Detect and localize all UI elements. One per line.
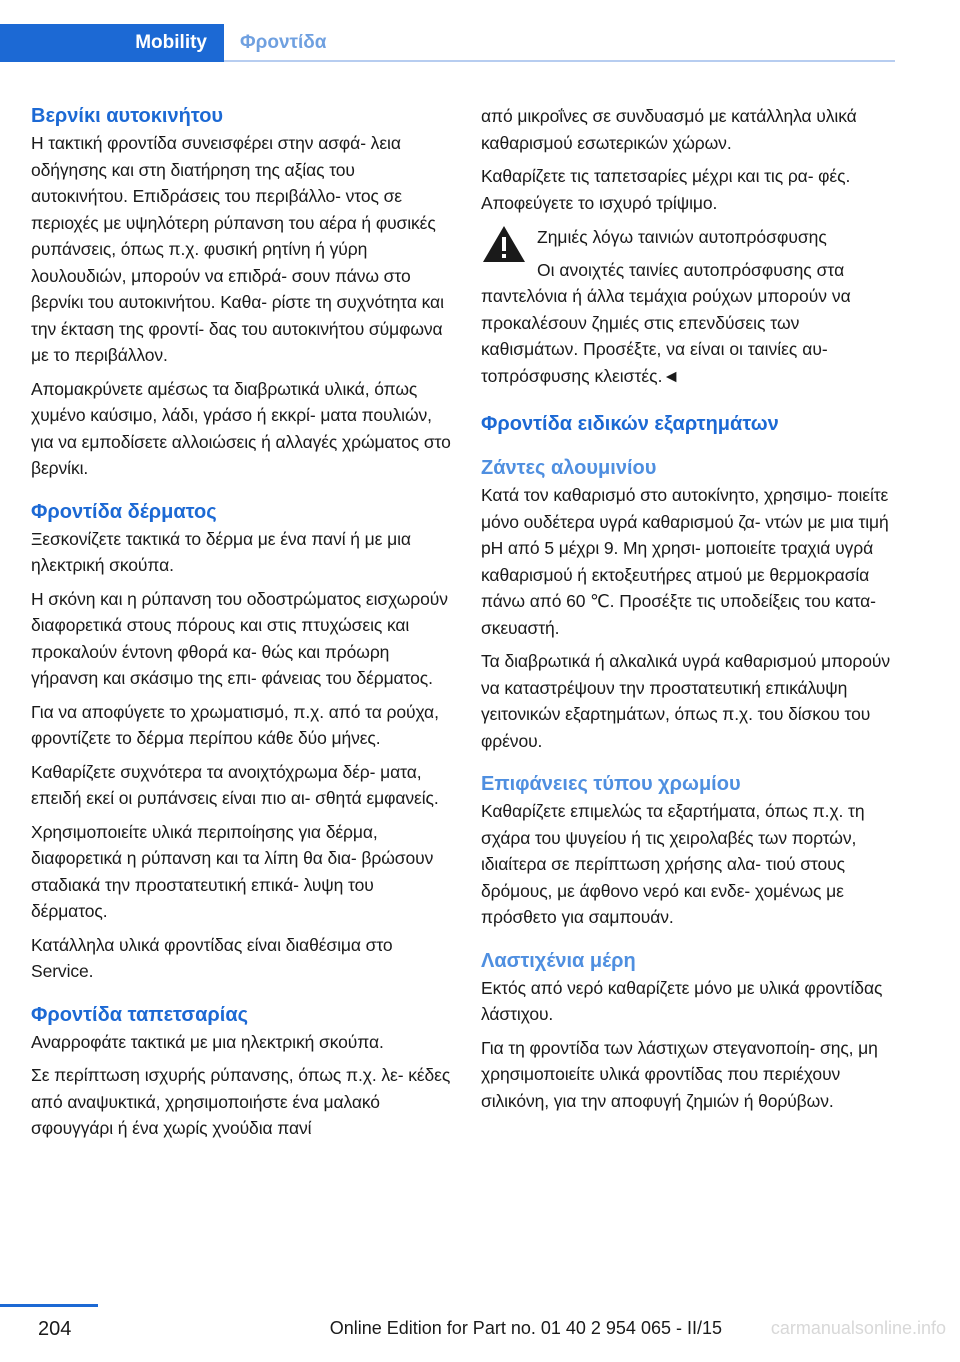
paragraph: Κατά τον καθαρισμό στο αυτοκίνητο, χρησιμο- ποιείτε μόνο ουδέτερα υγρά καθαρισμού ζα- ντών με μια τιμή pH από 5 μέχρι 9. Μη χρησι- μοποιείτε τραχιά υγρά καθαρισμού ή εκτοξευτήρες ατμού με θερμοκρασία πάνω από 60 ℃. Προσέξτε τις υποδείξεις του κατα- σκευαστή. (481, 485, 889, 638)
paragraph: Η σκόνη και η ρύπανση του οδοστρώματος εισχωρούν διαφορετικά στους πόρους και στις πτυχώσεις και προκαλούν έντονη φθορά κα- θώς και πρόωρη γήρανση και σκάσιμο της επι- φάνειας του δέρματος. (31, 588, 448, 688)
paragraph: Ξεσκονίζετε τακτικά το δέρμα με ένα πανί ή με μια ηλεκτρική σκούπα. (31, 528, 411, 575)
warning-text: παντελόνια ή άλλα τεμάχια ρούχων μπορούν να προκαλέσουν ζημιές στις επενδύσεις των καθισμάτων. Προσέξτε, να είναι οι ταινίες αυ- τοπρόσφυσης κλειστές.◄ (481, 286, 851, 386)
watermark: carmanualsonline.info (770, 1318, 946, 1338)
warning-text-first-line: Οι ανοιχτές ταινίες αυτοπρόσφυσης στα (537, 259, 845, 280)
footer-accent-bar (0, 1304, 98, 1307)
subheading-rubber: Λαστιχένια μέρη (481, 949, 636, 972)
tab-mobility[interactable] (0, 24, 224, 62)
paragraph: από μικροΐνες σε συνδυασμό με κατάλληλα υλικά καθαρισμού εσωτερικών χώρων. (481, 106, 857, 153)
left-column (31, 103, 451, 1149)
paragraph: Για τη φροντίδα των λάστιχων στεγανοποίη- σης, μη χρησιμοποιείτε υλικά φροντίδας που περιέχουν σιλικόνη, για την αποφυγή ζημιών ή θορύβων. (481, 1037, 878, 1111)
subheading-rims: Ζάντες αλουμινίου (481, 457, 657, 479)
heading-leather: Φροντίδα δέρματος (31, 500, 217, 523)
right-column (481, 103, 901, 1121)
paragraph: Αναρροφάτε τακτικά με μια ηλεκτρική σκούπα. (31, 1031, 384, 1052)
paragraph: Χρησιμοποιείτε υλικά περιποίησης για δέρμα, διαφορετικά η ρύπανση και τα λίπη θα δια- βρώσουν σταδιακά την προστατευτική επικά- λυψη του δέρματος. (31, 821, 434, 921)
tab-mobility-label: Mobility (135, 32, 207, 53)
tab-care-label: Φροντίδα (240, 32, 327, 53)
warning-box (481, 224, 901, 389)
tab-underline (224, 60, 895, 62)
warning-icon (481, 224, 527, 264)
header-tabs (0, 24, 895, 62)
heading-upholstery: Φροντίδα ταπετσαρίας (31, 1003, 249, 1026)
paragraph: Κατάλληλα υλικά φροντίδας είναι διαθέσιμα στο Service. (31, 934, 393, 981)
paragraph: Καθαρίζετε τις ταπετσαρίες μέχρι και τις ρα- φές. Αποφεύγετε το ισχυρό τρίψιμο. (481, 166, 851, 213)
subheading-chrome: Επιφάνειες τύπου χρωμίου (481, 773, 741, 795)
paragraph: Απομακρύνετε αμέσως τα διαβρωτικά υλικά, όπως χυμένο καύσιμο, λάδι, γράσο ή εκκρί- ματα πουλιών, για να εμποδίσετε αλλοιώσεις ή αλλαγές χρώματος στο βερνίκι. (31, 378, 451, 478)
paragraph: Τα διαβρωτικά ή αλκαλικά υγρά καθαρισμού μπορούν να καταστρέψουν την προστατευτική επικάλυψη γειτονικών εξαρτημάτων, όπως π.χ. του δίσκου του φρένου. (481, 651, 891, 751)
page-number: 204 (38, 1318, 72, 1340)
warning-title: Ζημιές λόγω ταινιών αυτοπρόσφυσης (537, 227, 827, 247)
paragraph: Σε περίπτωση ισχυρής ρύπανσης, όπως π.χ. λε- κέδες από αναψυκτικά, χρησιμοποιήστε ένα μαλακό σφουγγάρι ή ένα χωρίς χνούδια πανί (31, 1065, 451, 1138)
paragraph: Καθαρίζετε συχνότερα τα ανοιχτόχρωμα δέρ- ματα, επειδή εκεί οι ρυπάνσεις είναι πιο αι- σθητά εμφανείς. (31, 761, 439, 808)
paragraph: Η τακτική φροντίδα συνεισφέρει στην ασφά- λεια οδήγησης και στη διατήρηση της αξίας του αυτοκινήτου. Επιδράσεις του περιβάλλο- ντος σε περιοχές με υψηλότερη ρύπανση του αέρα ή φυσικές ρυπάνσεις, όπως π.χ. φυσική ρητίνη ή γύρη λουλουδιών, μπορούν να επιδρά- σουν πάνω στο βερνίκι του αυτοκινήτου. Καθα- ρίστε τη συχνότητα και την έκταση της φροντί- δας του αυτοκινήτου σύμφωνα με το περιβάλλον. (31, 133, 444, 365)
heading-paint: Βερνίκι αυτοκινήτου (31, 105, 224, 127)
paragraph: Εκτός από νερό καθαρίζετε μόνο με υλικά φροντίδας λάστιχου. (481, 977, 883, 1024)
paragraph: Για να αποφύγετε το χρωματισμό, π.χ. από τα ρούχα, φροντίζετε το δέρμα περίπου κάθε δύο μήνες. (31, 701, 439, 748)
paragraph: Καθαρίζετε επιμελώς τα εξαρτήματα, όπως π.χ. τη σχάρα του ψυγείου ή τις χειρολαβές των πορτών, ιδιαίτερα σε περίπτωση χρήσης αλα- τιού στους δρόμους, με άφθονο νερό και ενδε- χομένως με πρόσθετο για σαμπουάν. (481, 801, 865, 927)
heading-accessories: Φροντίδα ειδικών εξαρτημάτων (481, 413, 779, 435)
edition-info: Online Edition for Part no. 01 40 2 954 065 - II/15 (329, 1318, 722, 1338)
tab-care[interactable] (240, 24, 326, 62)
